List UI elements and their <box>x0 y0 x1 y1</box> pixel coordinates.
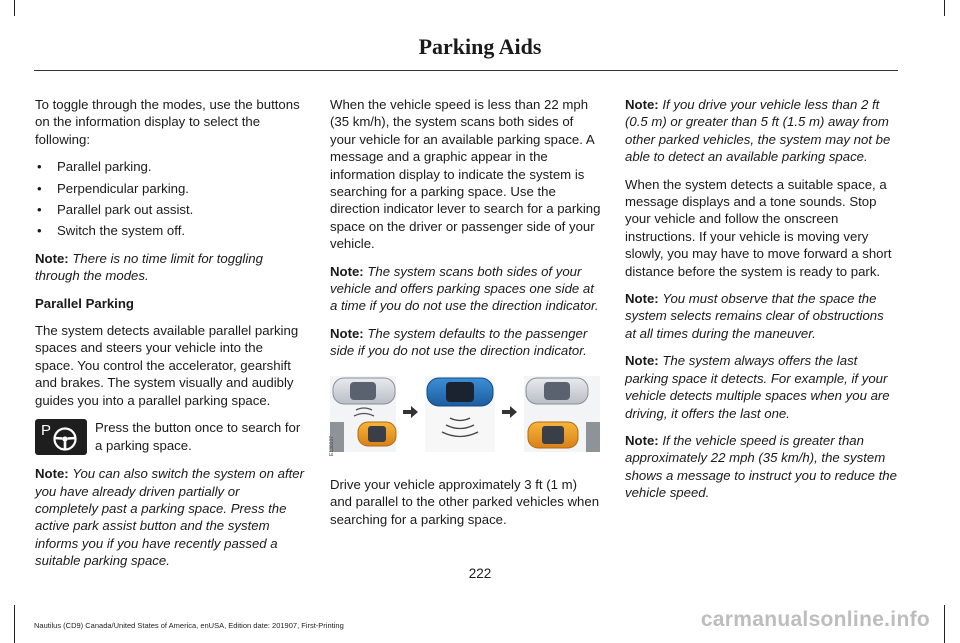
scan-paragraph: When the vehicle speed is less than 22 mph (35 km/h), the system scans both sides of your vehicle for an available parking space. A message and a graphic appear in the information display to indicate the system is searching for a parking space. Use the direction indicator lever to search for a parking space on the driver or passenger side of your vehicle. <box>330 97 601 252</box>
list-item: • Perpendicular parking. <box>35 180 305 197</box>
note-text: The system scans both sides of your vehicle and offers parking spaces one side at a time if you do not use the direction indicator. <box>330 263 599 314</box>
section-heading-parallel-parking: Parallel Parking <box>35 295 134 311</box>
note-text: If you drive your vehicle less than 2 ft (0.5 m) or greater than 5 ft (1.5 m) away from other parked vehicles, the system may not be able to detect an available parking space. <box>625 97 891 165</box>
space-detected-paragraph: When the system detects a suitable space, a message displays and a tone sounds. Stop your vehicle and follow the onscreen instructions. If your vehicle is moving very slowly, you may have to move forward a short distance before the system is ready to park. <box>625 176 892 279</box>
note-toggle <box>35 250 305 285</box>
note-label: Note: <box>625 353 659 369</box>
mode-list <box>35 158 305 240</box>
crop-mark-top-right <box>944 0 945 16</box>
parallel-parking-paragraph: The system detects available parallel parking spaces and steers your vehicle into the space. You control the accelerator, gearshift and brakes. The system visually and audibly guides you into a parallel parking space. <box>35 323 299 408</box>
note-switch-on <box>35 465 305 569</box>
note-text: If the vehicle speed is greater than approximately 22 mph (35 km/h), the system shows a message to instruct you to reduce the vehicle speed. <box>625 432 897 501</box>
note-text: The system always offers the last parking space it detects. For example, if your vehicle detects multiple spaces when you are driving, it offers the last one. <box>625 353 890 421</box>
note-label: Note: <box>625 291 659 307</box>
column-1 <box>35 96 305 580</box>
note-label: Note: <box>330 325 364 341</box>
icon-letter: P <box>41 422 52 440</box>
drive-distance-paragraph: Drive your vehicle approximately 3 ft (1 m) and parallel to the other parked vehicles when searching for a parking space. <box>330 476 600 527</box>
note-label: Note: <box>330 263 364 279</box>
figure-id: E130107 <box>329 435 335 456</box>
list-item: • Switch the system off. <box>35 222 305 239</box>
parking-scan-illustration <box>330 370 600 460</box>
note-text: The system defaults to the passenger side if you do not use the direction indicator. <box>330 325 588 359</box>
header-divider <box>34 70 898 71</box>
footer-edition-info: Nautilus (CD9) Canada/United States of America, enUSA, Edition date: 201907, First-Printing <box>34 621 344 630</box>
crop-mark-bottom-left <box>14 605 15 643</box>
crop-mark-top-left <box>14 0 15 16</box>
note-default-side <box>330 325 602 360</box>
column-2 <box>330 96 602 538</box>
note-text: You can also switch the system on after you have already driven partially or completely past a parking space. Press the active park assist button and the system informs you if you have recently passed a suitable parking space. <box>35 466 305 569</box>
button-instruction <box>35 419 305 455</box>
list-item: • Parallel park out assist. <box>35 201 305 218</box>
crop-mark-bottom-right <box>944 605 945 643</box>
intro-paragraph: To toggle through the modes, use the buttons on the information display to select the following: <box>35 97 300 147</box>
watermark: carmanualsonline.info <box>700 608 930 631</box>
page-title: Parking Aids <box>418 34 542 59</box>
column-3 <box>625 96 897 512</box>
note-label: Note: <box>35 250 69 266</box>
note-label: Note: <box>625 432 659 448</box>
note-last-space <box>625 352 897 422</box>
note-observe-space <box>625 290 897 342</box>
note-scan-sides <box>330 263 602 315</box>
button-caption: Press the button once to search for a parking space. <box>95 420 301 453</box>
note-distance <box>625 96 897 166</box>
note-text: You must observe that the space the system selects remains clear of obstructions at all times during the maneuver. <box>625 291 884 341</box>
note-label: Note: <box>35 466 69 482</box>
active-park-assist-icon <box>35 419 87 455</box>
note-speed <box>625 432 897 502</box>
note-label: Note: <box>625 97 659 112</box>
page-number: 222 <box>468 566 492 581</box>
list-item: • Parallel parking. <box>35 158 305 175</box>
note-text: There is no time limit for toggling through the modes. <box>35 250 263 284</box>
